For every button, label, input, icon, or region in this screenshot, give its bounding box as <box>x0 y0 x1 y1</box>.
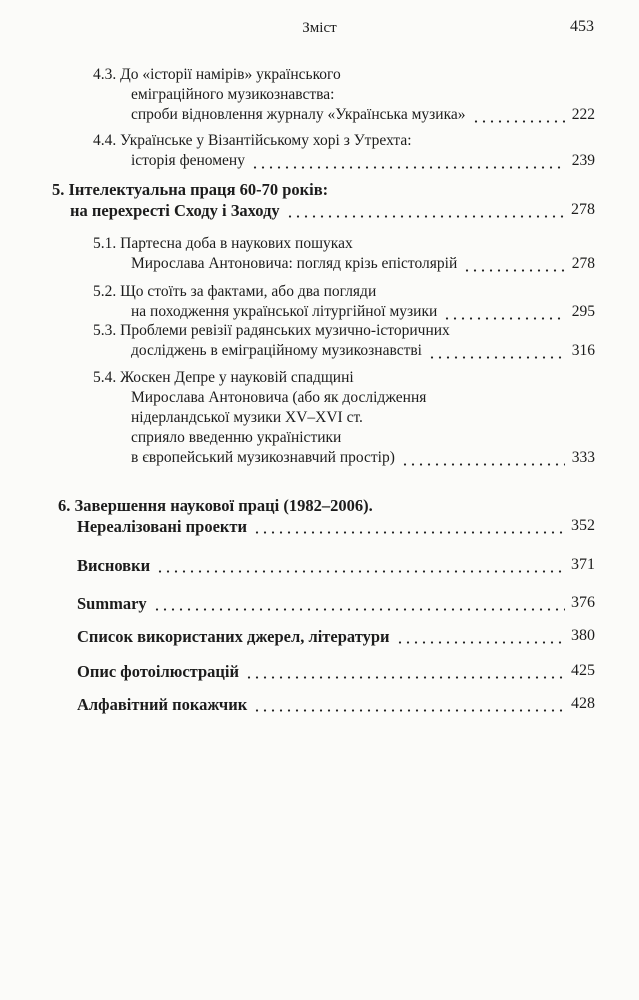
toc-entry-page: 425 <box>571 662 595 679</box>
toc-entry-title-line: 4.4. Українське у Візантійському хорі з Утрехта: <box>93 132 412 149</box>
dot-leader <box>472 120 565 123</box>
toc-entry-title-line: Мирослава Антоновича (або як дослідження <box>131 389 427 406</box>
dot-leader <box>153 608 565 611</box>
toc-entry-page: 316 <box>571 342 595 359</box>
toc-entry-title-line: історія феномену <box>131 152 245 169</box>
toc-entry-title-line: спроби відновлення журналу «Українська музика» <box>131 106 466 123</box>
dot-leader <box>428 356 565 359</box>
toc-entry-title-line: в європейський музикознавчий простір) <box>131 449 395 466</box>
toc-entry-page: 333 <box>571 449 595 466</box>
toc-entry-page: 239 <box>571 152 595 169</box>
dot-leader <box>463 269 565 272</box>
toc-entry-title-line: Список використаних джерел, літератури <box>77 627 390 646</box>
dot-leader <box>251 166 565 169</box>
page-number: 453 <box>570 18 594 35</box>
toc-entry-title-line: Мирослава Антоновича: погляд крізь епістолярій <box>131 255 458 272</box>
dot-leader <box>401 463 565 466</box>
toc-entry-title-line: 6. Завершення наукової праці (1982–2006). <box>58 496 373 515</box>
running-header-title: Зміст <box>302 20 337 36</box>
toc-entry-title-line: Висновки <box>77 556 151 575</box>
toc-entry-title-line: 5.4. Жоскен Депре у науковій спадщині <box>93 369 354 386</box>
toc-entry-page: 222 <box>571 106 595 123</box>
dot-leader <box>396 641 565 644</box>
toc-entry-title-line: 5. Інтелектуальна праця 60-70 років: <box>52 180 329 199</box>
toc-entry-title-line: сприяло введенню україністики <box>131 429 342 446</box>
toc-entry-page: 376 <box>571 594 595 611</box>
dot-leader <box>286 215 565 218</box>
dot-leader <box>156 570 565 573</box>
toc-entry-page: 428 <box>571 695 595 712</box>
toc-entry-title-line: досліджень в еміграційному музикознавстві <box>131 342 422 359</box>
toc-entry-page: 278 <box>571 255 595 272</box>
toc-entry-title-line: 4.3. До «історії намірів» українського <box>93 66 341 83</box>
toc-entry-title-line: на перехресті Сходу і Заходу <box>70 201 280 220</box>
dot-leader <box>253 709 565 712</box>
toc-entry-title-line: Summary <box>77 594 147 613</box>
dot-leader <box>245 676 565 679</box>
dot-leader <box>253 531 565 534</box>
toc-entry-title-line: на походження української літургійної музики <box>131 303 438 320</box>
toc-entry-title-line: 5.3. Проблеми ревізії радянських музично-історичних <box>93 322 450 339</box>
toc-entry-title-line: Опис фотоілюстрацій <box>77 662 239 681</box>
toc-entry-title-line: 5.2. Що стоїть за фактами, або два погляди <box>93 283 377 300</box>
toc-entry-title-line: Алфавітний покажчик <box>77 695 248 714</box>
toc-entry-page: 352 <box>571 517 595 534</box>
toc-entry-page: 278 <box>571 201 595 218</box>
toc-entry-title-line: Нереалізовані проекти <box>77 517 248 536</box>
toc-entry-title-line: еміграційного музикознавства: <box>131 86 335 103</box>
toc-entry-title-line: нідерландської музики XV–XVI ст. <box>131 409 363 426</box>
toc-entry-page: 295 <box>571 303 595 320</box>
toc-entry-title-line: 5.1. Партесна доба в наукових пошуках <box>93 235 353 252</box>
toc-entry-page: 380 <box>571 627 595 644</box>
dot-leader <box>443 317 565 320</box>
toc-entry-page: 371 <box>571 556 595 573</box>
